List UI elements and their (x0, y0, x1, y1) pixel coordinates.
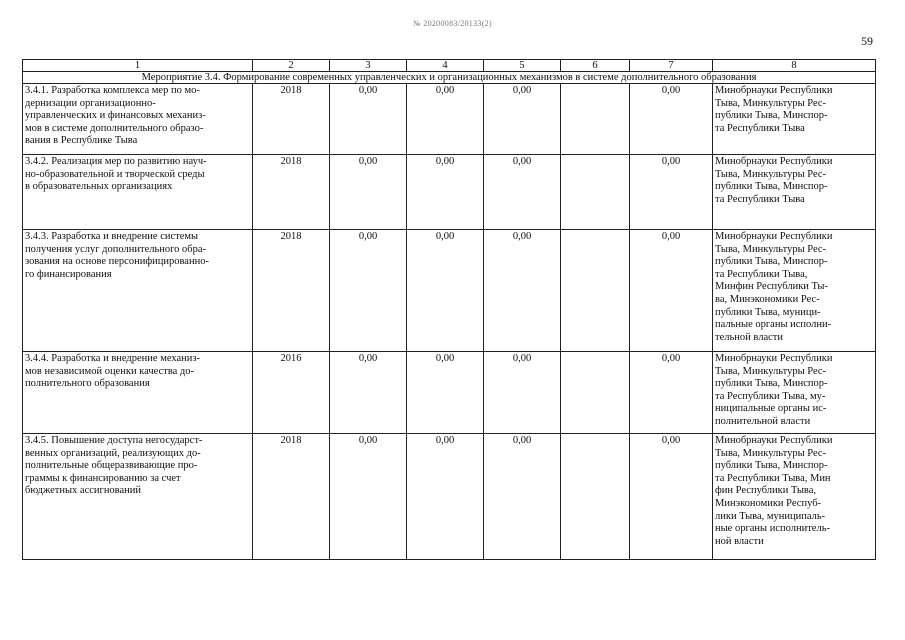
value-cell-col7: 0,00 (630, 434, 713, 560)
section-title: Мероприятие 3.4. Формирование современных управленческих и организационных механизмов в системе дополнительного образования (23, 72, 876, 84)
executors-cell: Минобрнауки Республики Тыва, Минкультуры Рес- публики Тыва, Минспор- та Республики Тыва, Минфин Республики Ты- ва, Минэкономики Рес- публики Тыва, муници- пальные органы исполни- тельной власти (713, 230, 876, 352)
value-cell-col3: 0,00 (330, 230, 407, 352)
table-body (23, 84, 876, 560)
value-cell-col6 (561, 230, 630, 352)
table-row (23, 230, 876, 352)
table-row (23, 434, 876, 560)
column-number: 2 (253, 60, 330, 72)
program-table (22, 59, 876, 560)
page-number: 59 (861, 34, 873, 48)
year-cell: 2018 (253, 434, 330, 560)
measure-name-cell: 3.4.2. Реализация мер по развитию науч- но-образовательной и творческой среды в образовательных организациях (23, 155, 253, 230)
column-number: 1 (23, 60, 253, 72)
column-number-row (23, 60, 876, 72)
executors-cell: Минобрнауки Республики Тыва, Минкультуры Рес- публики Тыва, Минспор- та Республики Тыва, му- ниципальные органы ис- полнительной власти (713, 352, 876, 434)
value-cell-col3: 0,00 (330, 155, 407, 230)
value-cell-col5: 0,00 (484, 155, 561, 230)
column-number: 4 (407, 60, 484, 72)
executors-cell: Минобрнауки Республики Тыва, Минкультуры Рес- публики Тыва, Минспор- та Республики Тыва (713, 155, 876, 230)
value-cell-col5: 0,00 (484, 84, 561, 155)
measure-name-cell: 3.4.1. Разработка комплекса мер по мо- дернизации организационно- управленческих и финансовых механиз- мов в системе дополнительного образо- вания в Республике Тыва (23, 84, 253, 155)
year-cell: 2018 (253, 230, 330, 352)
value-cell-col6 (561, 352, 630, 434)
value-cell-col6 (561, 84, 630, 155)
column-number: 8 (713, 60, 876, 72)
value-cell-col7: 0,00 (630, 155, 713, 230)
year-cell: 2018 (253, 84, 330, 155)
executors-cell: Минобрнауки Республики Тыва, Минкультуры Рес- публики Тыва, Минспор- та Республики Тыва, Мин фин Республики Тыва, Минэкономики Респуб- лики Тыва, муниципаль- ные органы исполнитель- ной власти (713, 434, 876, 560)
value-cell-col4: 0,00 (407, 434, 484, 560)
value-cell-col6 (561, 155, 630, 230)
value-cell-col3: 0,00 (330, 434, 407, 560)
value-cell-col5: 0,00 (484, 230, 561, 352)
executors-cell: Минобрнауки Республики Тыва, Минкультуры Рес- публики Тыва, Минспор- та Республики Тыва (713, 84, 876, 155)
value-cell-col3: 0,00 (330, 352, 407, 434)
value-cell-col4: 0,00 (407, 155, 484, 230)
value-cell-col5: 0,00 (484, 434, 561, 560)
column-number: 7 (630, 60, 713, 72)
value-cell-col3: 0,00 (330, 84, 407, 155)
value-cell-col4: 0,00 (407, 84, 484, 155)
measure-name-cell: 3.4.5. Повышение доступа негосударст- венных организаций, реализующих до- полнительные общеразвивающие про- граммы к финансированию за счет бюджетных ассигнований (23, 434, 253, 560)
document-id-stamp: № 20200083/20133(2) (413, 19, 492, 28)
value-cell-col7: 0,00 (630, 352, 713, 434)
value-cell-col6 (561, 434, 630, 560)
column-number: 6 (561, 60, 630, 72)
value-cell-col5: 0,00 (484, 352, 561, 434)
section-row (23, 72, 876, 84)
value-cell-col7: 0,00 (630, 230, 713, 352)
year-cell: 2016 (253, 352, 330, 434)
table-row (23, 155, 876, 230)
value-cell-col4: 0,00 (407, 230, 484, 352)
table-row (23, 352, 876, 434)
table-row (23, 84, 876, 155)
column-number: 3 (330, 60, 407, 72)
measure-name-cell: 3.4.3. Разработка и внедрение системы получения услуг дополнительного обра- зования на основе персонифицированно- го финансирования (23, 230, 253, 352)
measure-name-cell: 3.4.4. Разработка и внедрение механиз- мов независимой оценки качества до- полнительного образования (23, 352, 253, 434)
year-cell: 2018 (253, 155, 330, 230)
column-number: 5 (484, 60, 561, 72)
value-cell-col7: 0,00 (630, 84, 713, 155)
value-cell-col4: 0,00 (407, 352, 484, 434)
